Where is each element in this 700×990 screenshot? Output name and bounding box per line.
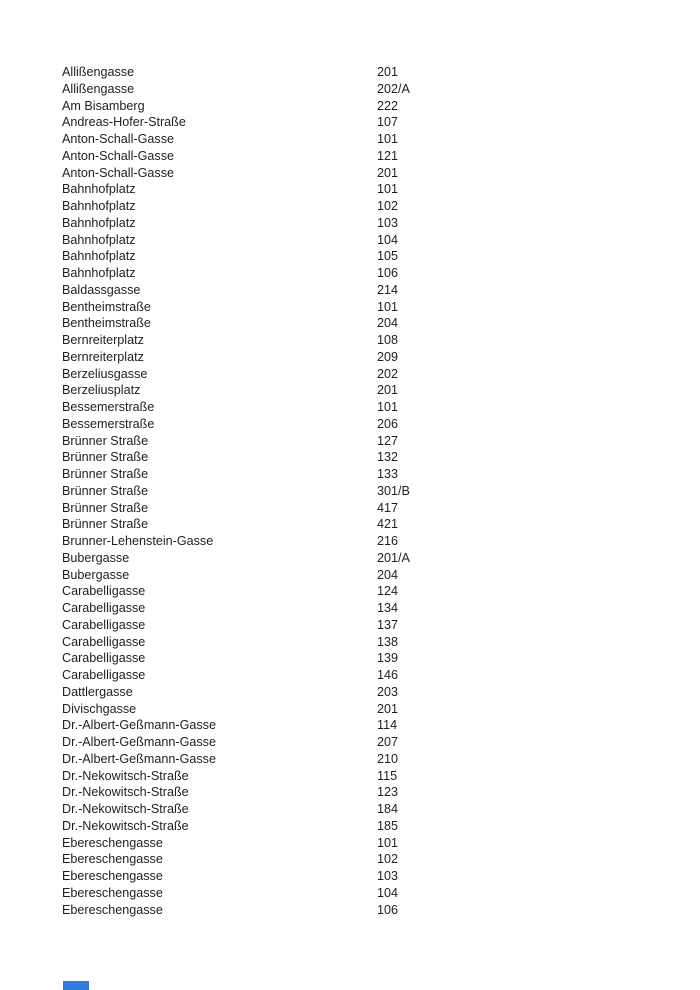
house-number: 101: [377, 132, 399, 146]
list-item: [62, 382, 642, 399]
list-item: [62, 600, 642, 617]
footer-marker: [63, 981, 89, 990]
street-name: Brünner Straße: [62, 467, 149, 481]
house-number: 206: [377, 416, 399, 431]
street-name: Am Bisamberg: [62, 98, 145, 113]
house-number: 105: [377, 249, 399, 264]
list-item: [62, 299, 642, 316]
street-name: Carabelligasse: [62, 617, 146, 632]
house-number: 101: [377, 835, 399, 850]
list-item: [62, 215, 642, 232]
street-name: Bubergasse: [62, 567, 130, 582]
house-number: 127: [377, 433, 399, 448]
street-name: Bessemerstraße: [62, 400, 155, 414]
street-name: Dr.-Nekowitsch-Straße: [62, 802, 189, 816]
street-name: Dr.-Nekowitsch-Straße: [62, 768, 189, 783]
list-item: [62, 198, 642, 215]
list-item: [62, 466, 642, 483]
list-item: [62, 868, 642, 885]
list-item: [62, 533, 642, 550]
house-number: 301/B: [377, 483, 410, 498]
street-name: Allißengasse: [62, 65, 135, 79]
house-number: 137: [377, 617, 399, 632]
list-item: [62, 684, 642, 701]
house-number: 132: [377, 450, 399, 465]
house-number: 201/A: [377, 550, 410, 565]
street-name: Dr.-Albert-Geßmann-Gasse: [62, 718, 216, 733]
street-name: Anton-Schall-Gasse: [62, 165, 174, 180]
street-name: Carabelligasse: [62, 651, 146, 666]
list-item: [62, 634, 642, 651]
list-item: [62, 550, 642, 567]
house-number: 210: [377, 751, 399, 766]
house-number: 209: [377, 349, 399, 364]
house-number: 222: [377, 98, 399, 113]
list-item: [62, 449, 642, 466]
house-number: 202/A: [377, 81, 410, 96]
street-name: Carabelligasse: [62, 601, 146, 615]
street-name: Ebereschengasse: [62, 869, 163, 883]
house-number: 146: [377, 668, 399, 682]
street-name: Bentheimstraße: [62, 299, 151, 314]
house-number: 104: [377, 885, 399, 900]
house-number: 201: [377, 701, 399, 716]
street-name: Bahnhofplatz: [62, 266, 136, 280]
list-item: [62, 617, 642, 634]
house-number: 134: [377, 601, 399, 615]
street-name: Brunner-Lehenstein-Gasse: [62, 534, 214, 548]
list-item: [62, 701, 642, 718]
street-name: Dr.-Albert-Geßmann-Gasse: [62, 735, 216, 749]
list-item: [62, 885, 642, 902]
street-name: Bentheimstraße: [62, 316, 151, 331]
house-number: 115: [377, 768, 398, 783]
house-number: 202: [377, 366, 399, 381]
house-number: 133: [377, 467, 399, 481]
house-number: 121: [377, 148, 399, 163]
street-name: Brünner Straße: [62, 500, 149, 515]
street-name: Divischgasse: [62, 701, 137, 716]
street-name: Bahnhofplatz: [62, 215, 136, 230]
street-name: Bahnhofplatz: [62, 249, 136, 264]
house-number: 101: [377, 299, 399, 314]
list-item: [62, 734, 642, 751]
house-number: 184: [377, 802, 399, 816]
list-item: [62, 768, 642, 785]
house-number: 216: [377, 534, 399, 548]
house-number: 108: [377, 333, 399, 347]
street-name: Berzeliusgasse: [62, 366, 148, 381]
house-number: 124: [377, 584, 399, 599]
house-number: 204: [377, 316, 399, 331]
list-item: [62, 801, 642, 818]
list-item: [62, 500, 642, 517]
list-item: [62, 416, 642, 433]
house-number: 201: [377, 383, 399, 398]
house-number: 203: [377, 684, 399, 699]
house-number: 185: [377, 818, 399, 833]
list-item: [62, 265, 642, 282]
house-number: 138: [377, 634, 399, 649]
street-name: Dr.-Albert-Geßmann-Gasse: [62, 751, 216, 766]
list-item: [62, 667, 642, 684]
list-item: [62, 399, 642, 416]
list-item: [62, 835, 642, 852]
list-item: [62, 567, 642, 584]
list-item: [62, 248, 642, 265]
street-name: Bahnhofplatz: [62, 232, 136, 247]
list-item: [62, 232, 642, 249]
street-name: Anton-Schall-Gasse: [62, 132, 174, 146]
list-item: [62, 902, 642, 919]
street-name: Carabelligasse: [62, 668, 146, 682]
list-item: [62, 717, 642, 734]
list-item: [62, 81, 642, 98]
house-number: 106: [377, 902, 399, 917]
street-name: Ebereschengasse: [62, 902, 163, 917]
street-name: Bahnhofplatz: [62, 199, 136, 213]
house-number: 102: [377, 199, 399, 213]
street-name: Dr.-Nekowitsch-Straße: [62, 818, 189, 833]
list-item: [62, 131, 642, 148]
house-number: 201: [377, 165, 399, 180]
street-name: Bubergasse: [62, 550, 130, 565]
street-name: Ebereschengasse: [62, 835, 163, 850]
street-name: Dr.-Nekowitsch-Straße: [62, 785, 189, 800]
street-name: Carabelligasse: [62, 634, 146, 649]
house-number: 207: [377, 735, 399, 749]
street-name: Ebereschengasse: [62, 885, 163, 900]
house-number: 103: [377, 215, 399, 230]
street-name: Carabelligasse: [62, 584, 146, 599]
house-number: 421: [377, 517, 399, 532]
list-item: [62, 851, 642, 868]
list-item: [62, 516, 642, 533]
street-name: Ebereschengasse: [62, 852, 163, 867]
house-number: 103: [377, 869, 399, 883]
street-name: Bahnhofplatz: [62, 182, 136, 197]
list-item: [62, 650, 642, 667]
list-item: [62, 751, 642, 768]
list-item: [62, 114, 642, 131]
house-number: 102: [377, 852, 399, 867]
list-item: [62, 148, 642, 165]
list-item: [62, 165, 642, 182]
street-name: Berzeliusplatz: [62, 383, 141, 398]
street-name: Brünner Straße: [62, 483, 149, 498]
list-item: [62, 366, 642, 383]
street-name: Bernreiterplatz: [62, 333, 144, 347]
list-item: [62, 349, 642, 366]
list-item: [62, 64, 642, 81]
house-number: 139: [377, 651, 399, 666]
house-number: 106: [377, 266, 399, 280]
street-name: Brünner Straße: [62, 517, 149, 532]
list-item: [62, 818, 642, 835]
street-number-list: [62, 64, 642, 918]
list-item: [62, 583, 642, 600]
street-name: Baldassgasse: [62, 282, 141, 297]
street-name: Brünner Straße: [62, 450, 149, 465]
house-number: 204: [377, 567, 399, 582]
street-name: Anton-Schall-Gasse: [62, 148, 174, 163]
street-name: Dattlergasse: [62, 684, 133, 699]
street-name: Bessemerstraße: [62, 416, 155, 431]
street-name: Brünner Straße: [62, 433, 149, 448]
house-number: 123: [377, 785, 399, 800]
list-item: [62, 98, 642, 115]
list-item: [62, 483, 642, 500]
street-name: Andreas-Hofer-Straße: [62, 115, 186, 130]
list-item: [62, 315, 642, 332]
list-item: [62, 784, 642, 801]
house-number: 101: [377, 182, 399, 197]
list-item: [62, 433, 642, 450]
house-number: 417: [377, 500, 399, 515]
street-name: Allißengasse: [62, 81, 135, 96]
house-number: 104: [377, 232, 399, 247]
street-name: Bernreiterplatz: [62, 349, 144, 364]
house-number: 214: [377, 282, 399, 297]
house-number: 101: [377, 400, 399, 414]
house-number: 107: [377, 115, 399, 130]
list-item: [62, 181, 642, 198]
list-item: [62, 332, 642, 349]
house-number: 114: [377, 718, 398, 733]
house-number: 201: [377, 65, 399, 79]
list-item: [62, 282, 642, 299]
